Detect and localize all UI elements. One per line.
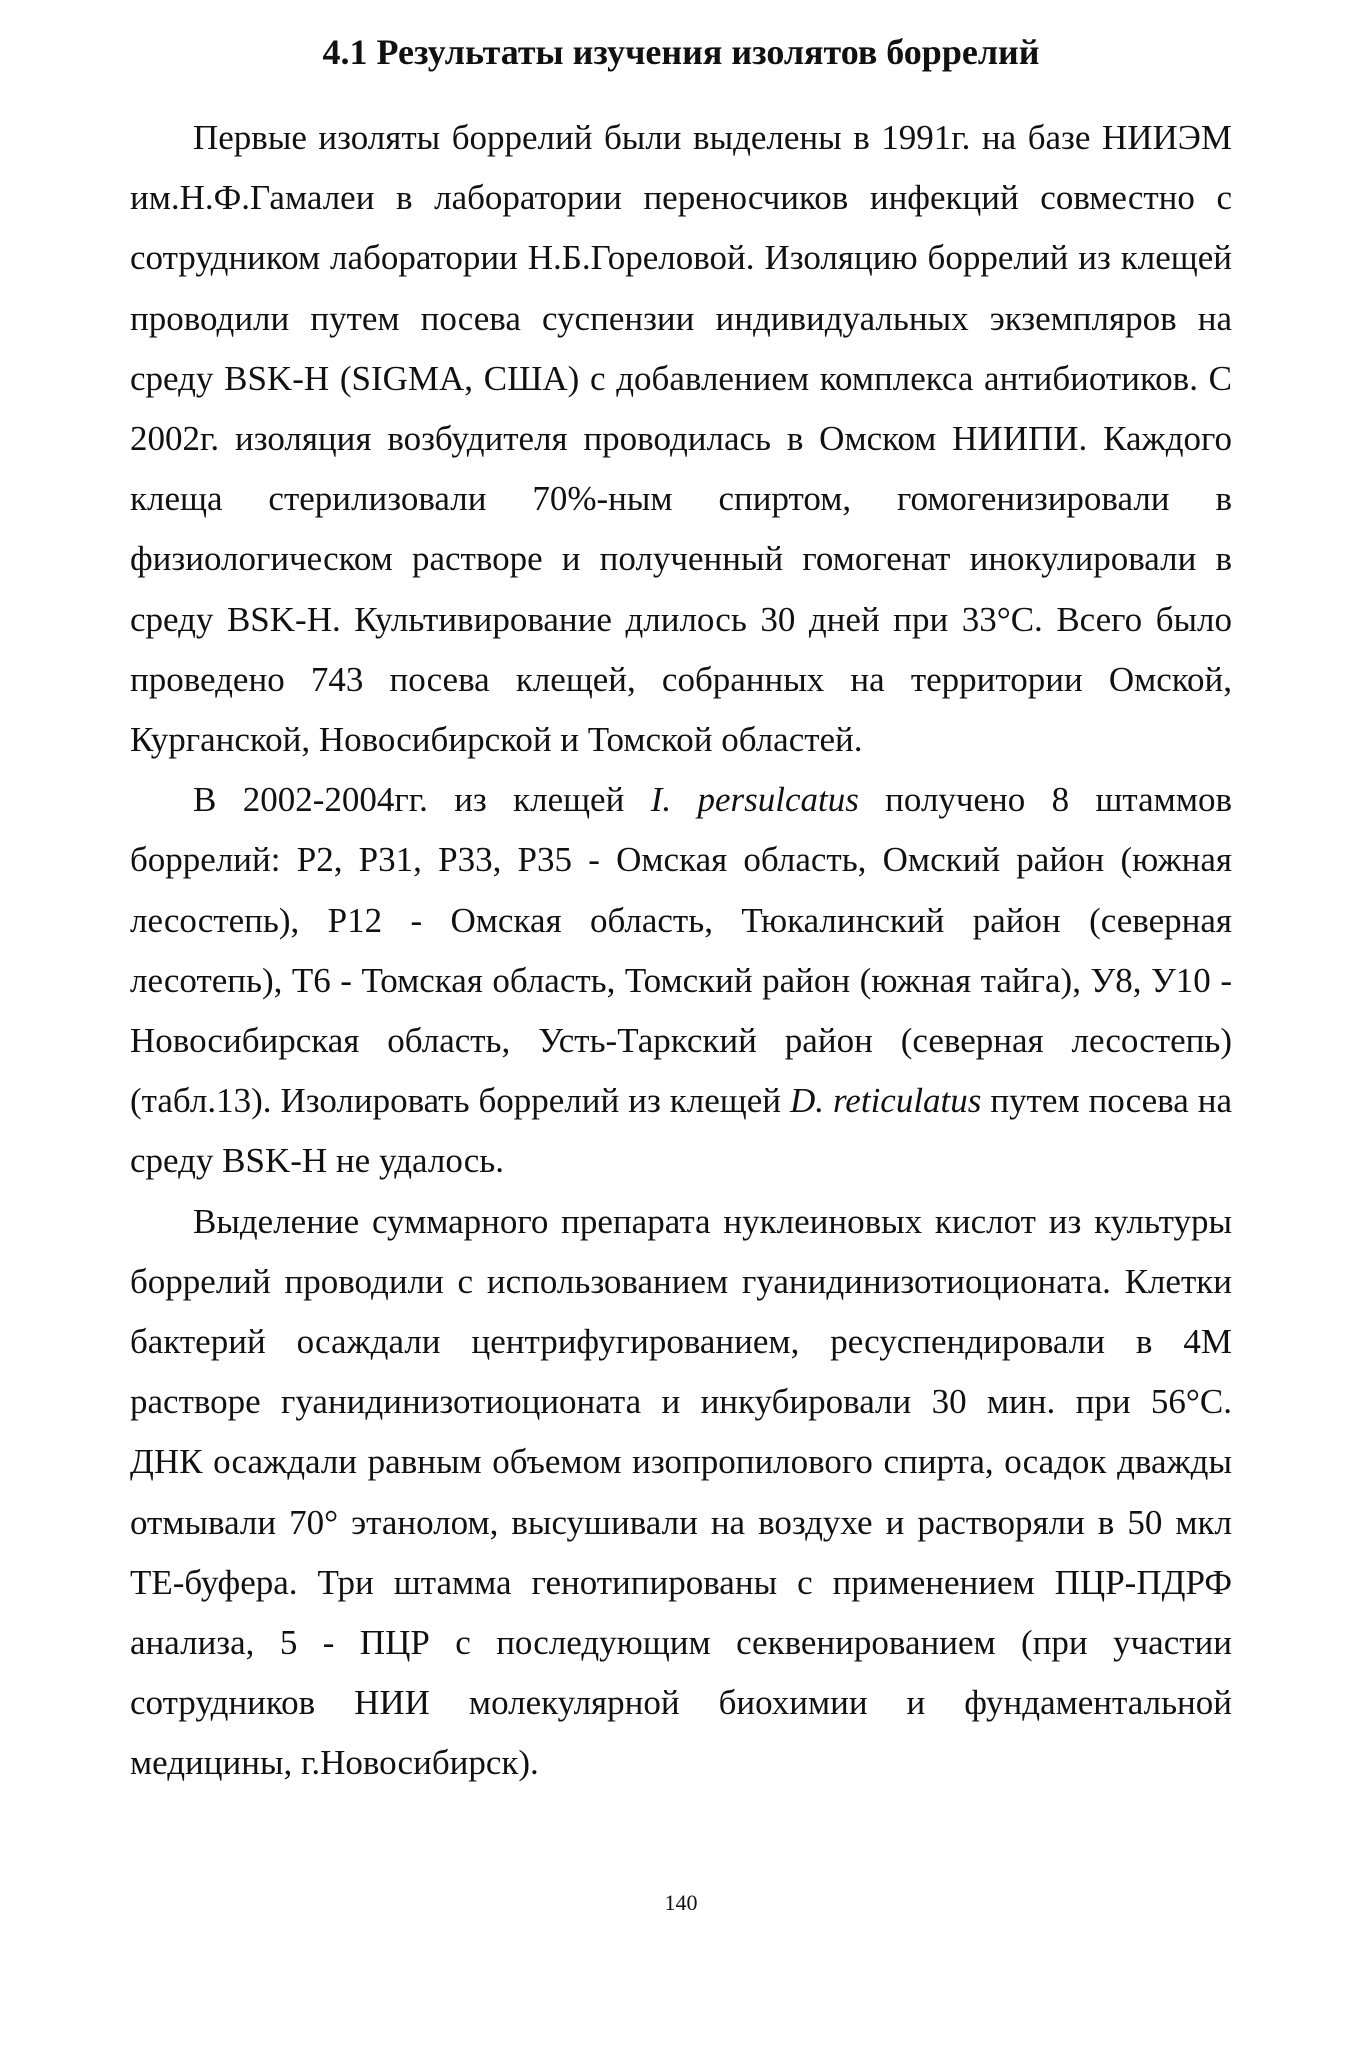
paragraph-strains-intro: В 2002-2004гг. из клещей bbox=[193, 780, 651, 820]
paragraph-strains-list: получено 8 штаммов боррелий: P2, P31, P33, P35 - Омская область, Омский район (южная лесостепь), P12 - Омская область, Тюкалинский район (северная лесотепь), T6 - Томская область, Томский район (южная тайга), У8, У10 - Новосибирская область, Усть-Таркский район (северная лесостепь) (табл.13). Изолировать боррелий из клещей bbox=[130, 780, 1232, 1121]
section-heading: 4.1 Результаты изучения изолятов боррелий bbox=[322, 32, 1040, 72]
page-number: 140 bbox=[664, 1890, 698, 1915]
paragraph-strains-conclusion: путем посева на среду BSK-H не удалось. bbox=[130, 1081, 1233, 1181]
body-text bbox=[130, 108, 1232, 1794]
paragraph-dna-extraction: Выделение суммарного препарата нуклеиновых кислот из культуры боррелий проводили с использованием гуанидинизотиоционата. Клетки бактерий осаждали центрифугированием, ресуспендировали в 4М растворе гуанидинизотиоционата и инкубировали 30 мин. при 56°С. ДНК осаждали равным объемом изопропилового спирта, осадок дважды отмывали 70° этанолом, высушивали на воздухе и растворяли в 50 мкл ТЕ-буфера. Три штамма генотипированы с применением ПЦР-ПДРФ анализа, 5 - ПЦР с последующим секвенированием (при участии сотрудников НИИ молекулярной биохимии и фундаментальной медицины, г.Новосибирск). bbox=[130, 1201, 1232, 1783]
species-name-reticulatus: D. reticulatus bbox=[789, 1081, 982, 1121]
species-name-persulcatus: I. persulcatus bbox=[650, 780, 859, 820]
paragraph-strains bbox=[130, 770, 1232, 1191]
paragraph-isolation-history: Первые изоляты боррелий были выделены в 1991г. на базе НИИЭМ им.Н.Ф.Гамалеи в лаборатории переносчиков инфекций совместно с сотрудником лаборатории Н.Б.Гореловой. Изоляцию боррелий из клещей проводили путем посева суспензии индивидуальных экземпляров на среду BSK-H (SIGMA, США) с добавлением комплекса антибиотиков. С 2002г. изоляция возбудителя проводилась в Омском НИИПИ. Каждого клеща стерилизовали 70%-ным спиртом, гомогенизировали в физиологическом растворе и полученный гомогенат инокулировали в среду BSK-H. Культивирование длилось 30 дней при 33°С. Всего было проведено 743 посева клещей, собранных на территории Омской, Курганской, Новосибирской и Томской областей. bbox=[130, 118, 1232, 760]
